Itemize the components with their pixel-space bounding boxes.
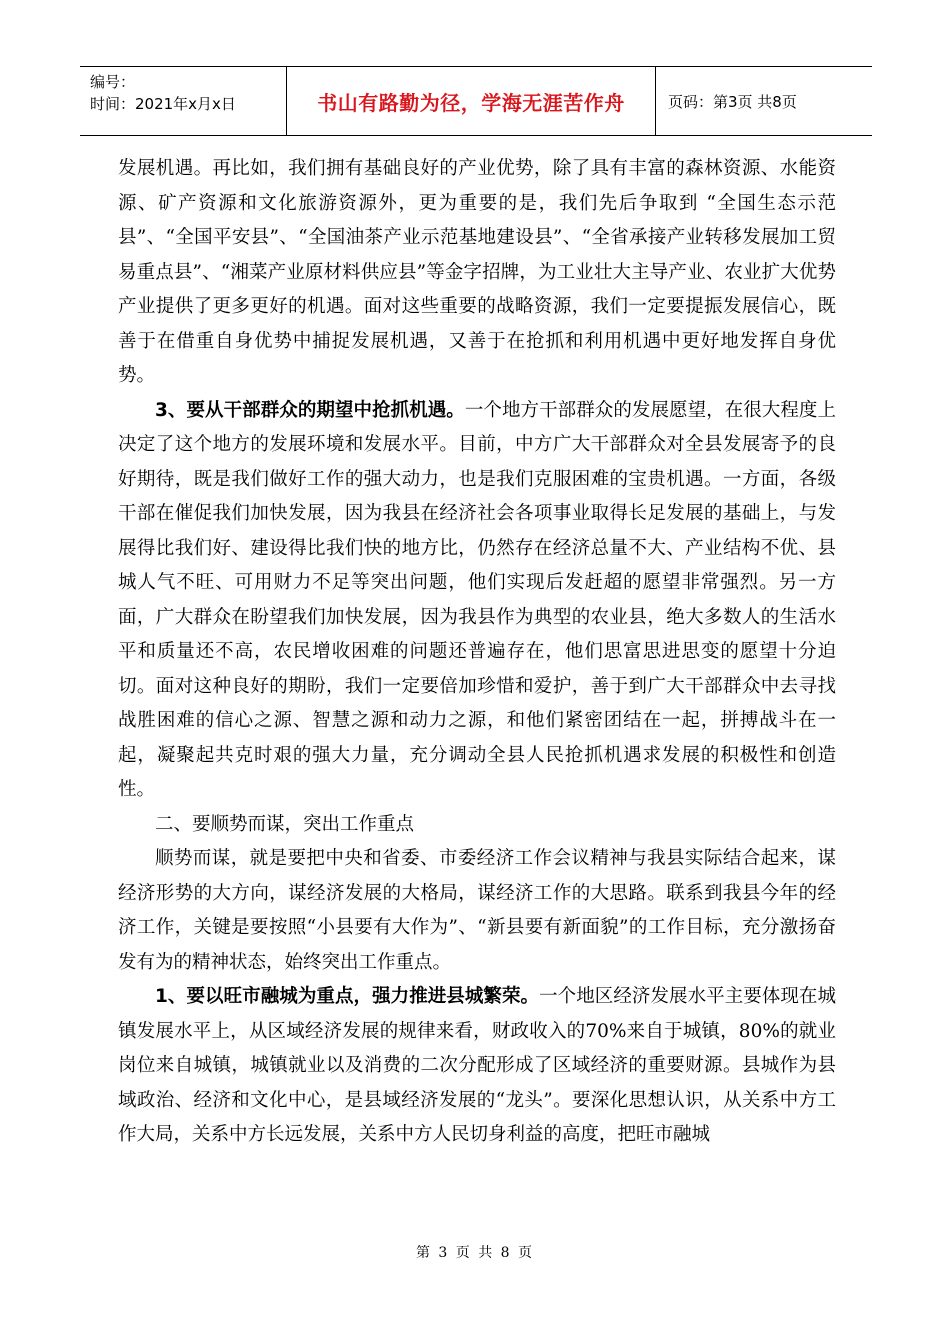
section-heading-1: 1、要以旺市融城为重点，强力推进县城繁荣。 [155,986,540,1007]
header-meta [80,67,286,135]
page-footer: 第 3 页 共 8 页 [415,1245,535,1261]
paragraph: 3、要从干部群众的期望中抢抓机遇。一个地方干部群众的发展愿望，在很大程度上决定了这个地方的发展环境和发展水平。目前，中方广大干部群众对全县发展寄予的良好期待，既是我们做好工作的强大动力，也是我们克服困难的宝贵机遇。一方面，各级干部在催促我们加快发展，因为我县在经济社会各项事业取得长足发展的基础上，与发展得比我们好、建设得比我们快的地方比，仍然存在经济总量不大、产业结构不优、县城人气不旺、可用财力不足等突出问题，他们实现后发赶超的愿望非常强烈。另一方面，广大群众在盼望我们加快发展，因为我县作为典型的农业县，绝大多数人的生活水平和质量还不高，农民增收困难的问题还普遍存在，他们思富思进思变的愿望十分迫切。面对这种良好的期盼，我们一定要倍加珍惜和爱护，善于到广大干部群众中去寻找战胜困难的信心之源、智慧之源和动力之源，和他们紧密团结在一起，拼搏战斗在一起，凝聚起共克时艰的强大力量，充分调动全县人民抢抓机遇求发展的积极性和创造性。 [118,399,836,800]
header-motto: 书山有路勤为径，学海无涯苦作舟 [317,90,625,115]
paragraph: 顺势而谋，就是要把中央和省委、市委经济工作会议精神与我县实际结合起来，谋经济形势的大方向，谋经济发展的大格局，谋经济工作的大思路。联系到我县今年的经济工作，关键是要按照“小县要有大作为”、“新县要有新面貌”的工作目标，充分激扬奋发有为的精神状态，始终突出工作重点。 [118,848,836,973]
header-motto-cell [286,67,656,135]
paragraph: 1、要以旺市融城为重点，强力推进县城繁荣。一个地区经济发展水平主要体现在城镇发展水平上，从区域经济发展的规律来看，财政收入的70%来自于城镇，80%的就业岗位来自城镇，城镇就业以及消费的二次分配形成了区域经济的重要财源。县城作为县域政治、经济和文化中心，是县域经济发展的“龙头”。要深化思想认识，从关系中方工作大局，关系中方长远发展，关系中方人民切身利益的高度，把旺市融城 [118,986,836,1145]
page-header [80,66,872,136]
paragraph: 发展机遇。再比如，我们拥有基础良好的产业优势，除了具有丰富的森林资源、水能资源、矿产资源和文化旅游资源外，更为重要的是，我们先后争取到 “全国生态示范县”、“全国平安县”、“全国油茶产业示范基地建设县”、“全省承接产业转移发展加工贸易重点县”、“湘菜产业原材料供应县”等金字招牌，为工业壮大主导产业、农业扩大优势产业提供了更多更好的机遇。面对这些重要的战略资源，我们一定要提振发展信心，既善于在借重自身优势中捕捉发展机遇，又善于在抢抓和利用机遇中更好地发挥自身优势。 [118,158,836,386]
document-number-label: 编号： [90,73,136,91]
header-page-number: 页码：第3页 共8页 [668,92,797,111]
document-body [118,152,836,1153]
document-time-label: 时间：2021年x月x日 [90,95,236,113]
section-heading-2: 二、要顺势而谋，突出工作重点 [155,813,415,835]
header-page-cell [656,67,872,135]
section-heading-3: 3、要从干部群众的期望中抢抓机遇。 [155,399,465,421]
